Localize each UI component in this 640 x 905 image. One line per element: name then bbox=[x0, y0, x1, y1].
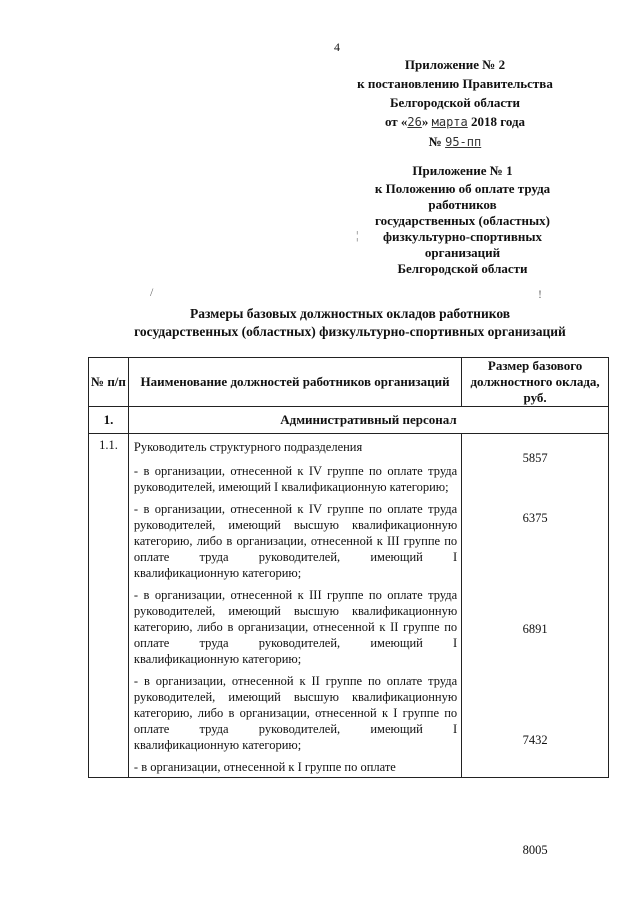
date-day: 26 bbox=[407, 115, 422, 129]
appendix-1-title: Приложение № 1 bbox=[412, 163, 513, 178]
appendix-1-line: работников bbox=[428, 197, 497, 212]
salary-value: 8005 bbox=[522, 843, 548, 857]
appendix-1-line: физкультурно-спортивных bbox=[383, 229, 542, 244]
salary-value: 5857 bbox=[522, 451, 548, 465]
table-row bbox=[89, 434, 609, 778]
salary-table bbox=[88, 357, 609, 857]
scan-mark: / bbox=[150, 285, 154, 299]
row-description bbox=[128, 434, 461, 778]
date-suffix: 2018 года bbox=[467, 114, 526, 129]
list-item: - в организации, отнесенной к II группе по оплате труда руководителей, имеющий высшую квалификационную категорию, либо в организации, отнесенной к I группе по оплате труда руководителей, имеющий I квалификационную категорию; bbox=[133, 674, 458, 752]
document-title bbox=[95, 305, 605, 341]
appendix-1-line: организаций bbox=[424, 245, 501, 260]
appendix-2-date bbox=[340, 112, 570, 132]
header-position: Наименование должностей работников организаций bbox=[128, 358, 461, 407]
section-title: Административный персонал bbox=[128, 407, 608, 434]
row-num: 1.1. bbox=[89, 434, 129, 778]
salary-value: 6375 bbox=[522, 511, 548, 525]
document-title-line1: Размеры базовых должностных окладов работников bbox=[189, 306, 511, 321]
appendix-1-line: к Положению об оплате труда bbox=[374, 181, 551, 196]
number-value: 95-пп bbox=[445, 135, 482, 149]
appendix-2-header bbox=[340, 55, 570, 152]
header-num: № п/п bbox=[89, 358, 129, 407]
scan-mark: ! bbox=[538, 287, 542, 301]
date-mid: » bbox=[421, 114, 432, 129]
salary-value: 6891 bbox=[522, 622, 548, 636]
list-item: - в организации, отнесенной к III группе по оплате труда руководителей, имеющий высшую квалификационную категорию, либо в организации, отнесенной к II группе по оплате труда руководителей, имеющий I квалификационную категорию; bbox=[133, 588, 458, 666]
number-prefix: № bbox=[428, 134, 446, 149]
appendix-2-title: Приложение № 2 bbox=[404, 57, 506, 72]
appendix-2-line1: к постановлению Правительства bbox=[357, 76, 553, 91]
appendix-1-line: Белгородской области bbox=[397, 261, 528, 276]
section-num: 1. bbox=[89, 407, 129, 434]
page-number: 4 bbox=[334, 40, 340, 54]
appendix-2-line2: Белгородской области bbox=[389, 95, 521, 110]
date-month: марта bbox=[431, 115, 468, 129]
row-values bbox=[462, 434, 609, 857]
section-row bbox=[89, 407, 609, 434]
scan-mark: ¦ bbox=[356, 228, 359, 242]
table-header-row bbox=[89, 358, 609, 407]
position-title: Руководитель структурного подразделения bbox=[133, 440, 363, 454]
list-item: - в организации, отнесенной к IV группе по оплате труда руководителей, имеющий I квалификационную категорию; bbox=[133, 464, 458, 494]
list-item: - в организации, отнесенной к IV группе по оплате труда руководителей, имеющий высшую квалификационную категорию, либо в организации, отнесенной к III группе по оплате труда руководителей, имеющий I квалификационную категорию; bbox=[133, 502, 458, 580]
appendix-1-line: государственных (областных) bbox=[375, 213, 550, 228]
appendix-1-header bbox=[355, 163, 570, 277]
salary-value: 7432 bbox=[522, 733, 548, 747]
document-title-line2: государственных (областных) физкультурно-спортивных организаций bbox=[134, 324, 566, 339]
header-salary: Размер базового должностного оклада, руб. bbox=[462, 358, 609, 407]
appendix-2-number bbox=[340, 132, 570, 152]
date-prefix: от « bbox=[384, 114, 408, 129]
list-item: - в организации, отнесенной к I группе по оплате bbox=[133, 760, 396, 774]
